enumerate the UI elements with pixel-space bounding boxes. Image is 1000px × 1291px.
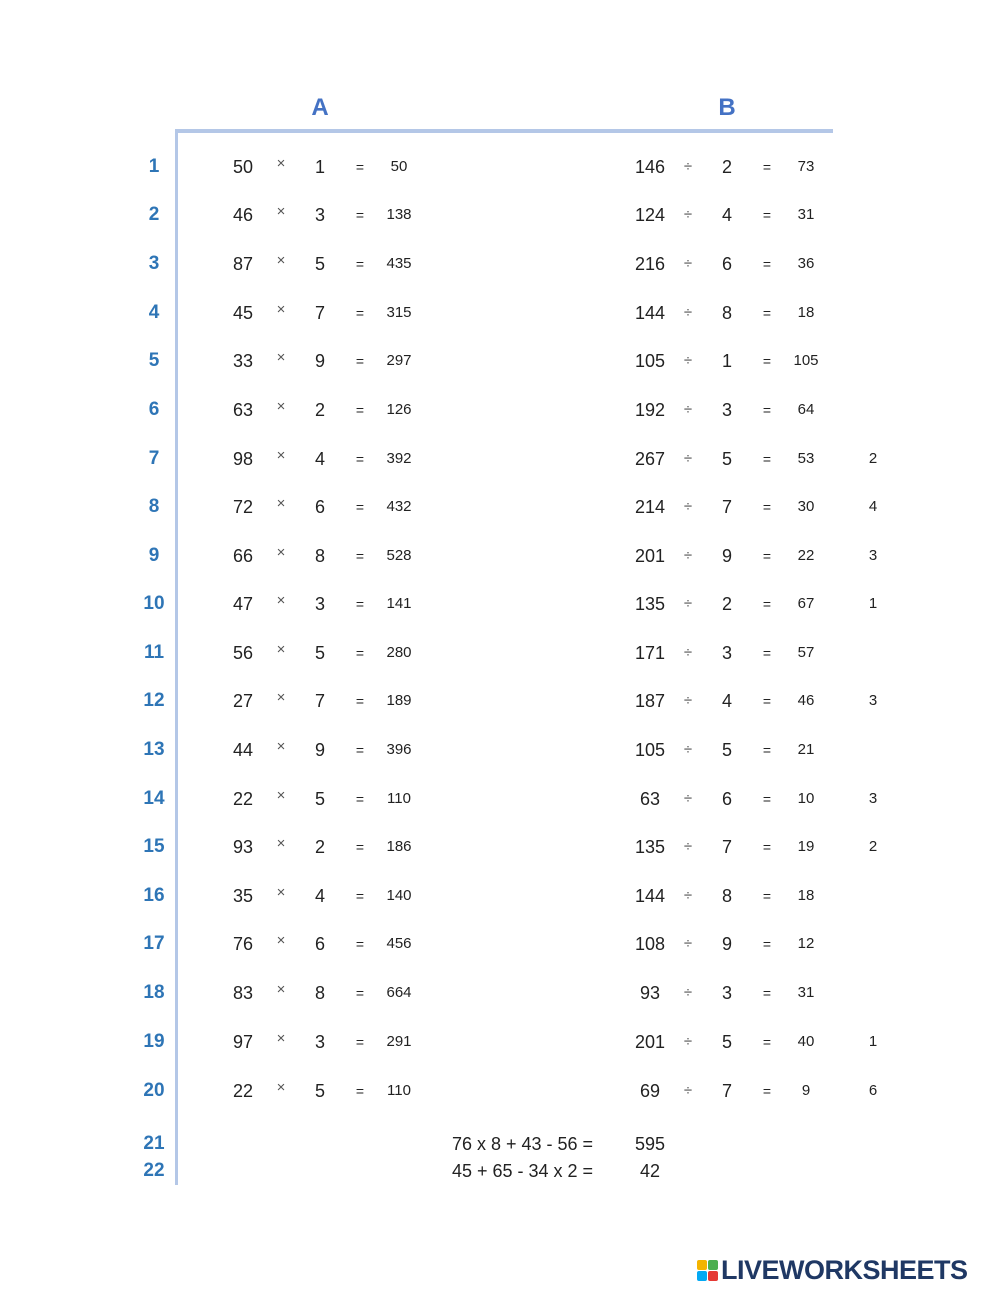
equals-sign: = <box>762 693 772 709</box>
dividend: 214 <box>634 497 666 517</box>
divide-sign: ÷ <box>683 741 693 758</box>
dividend: 216 <box>634 254 666 274</box>
multiplicand: 72 <box>232 497 254 517</box>
divide-sign: ÷ <box>683 790 693 807</box>
multiplier: 5 <box>314 1081 325 1101</box>
divisor: 1 <box>721 351 732 371</box>
equals-sign: = <box>355 402 365 418</box>
problem-row <box>0 784 1000 814</box>
quotient-answer: 22 <box>797 547 815 564</box>
problem-row <box>0 395 1000 425</box>
quotient-answer: 10 <box>797 790 815 807</box>
multiplicand: 33 <box>232 351 254 371</box>
divisor: 2 <box>721 594 732 614</box>
equals-sign: = <box>762 791 772 807</box>
remainder-answer: 2 <box>868 838 878 855</box>
expression-row <box>0 1156 1000 1186</box>
equals-sign: = <box>355 256 365 272</box>
equals-sign: = <box>355 839 365 855</box>
equals-sign: = <box>355 548 365 564</box>
equals-sign: = <box>355 451 365 467</box>
multiply-sign: × <box>276 252 286 269</box>
equals-sign: = <box>355 305 365 321</box>
problem-number: 22 <box>143 1160 165 1181</box>
equals-sign: = <box>762 159 772 175</box>
problem-number: 15 <box>143 836 165 857</box>
problem-number: 12 <box>143 690 165 711</box>
remainder-answer: 6 <box>868 1082 878 1099</box>
expression-text: 45 + 65 - 34 x 2 = <box>451 1161 594 1181</box>
multiply-sign: × <box>276 932 286 949</box>
product-answer: 141 <box>386 595 412 612</box>
liveworksheets-logo <box>697 1254 997 1286</box>
equals-sign: = <box>355 1083 365 1099</box>
divisor: 9 <box>721 934 732 954</box>
problem-row <box>0 978 1000 1008</box>
product-answer: 664 <box>386 984 412 1001</box>
problem-number: 18 <box>143 982 165 1003</box>
multiply-sign: × <box>276 738 286 755</box>
product-answer: 315 <box>386 304 412 321</box>
logo-text: LIVEWORKSHEETS <box>721 1254 968 1285</box>
multiply-sign: × <box>276 1079 286 1096</box>
multiply-sign: × <box>276 203 286 220</box>
problem-row <box>0 1076 1000 1106</box>
divide-sign: ÷ <box>683 644 693 661</box>
equals-sign: = <box>355 159 365 175</box>
problem-row <box>0 638 1000 668</box>
equals-sign: = <box>762 499 772 515</box>
divide-sign: ÷ <box>683 304 693 321</box>
quotient-answer: 36 <box>797 255 815 272</box>
divisor: 7 <box>721 837 732 857</box>
multiply-sign: × <box>276 884 286 901</box>
column-b-header: B <box>718 94 736 121</box>
equals-sign: = <box>762 645 772 661</box>
remainder-answer: 1 <box>868 1033 878 1050</box>
quotient-answer: 9 <box>801 1082 811 1099</box>
multiplicand: 27 <box>232 691 254 711</box>
remainder-answer: 4 <box>868 498 878 515</box>
dividend: 135 <box>634 594 666 614</box>
problem-number: 3 <box>148 253 160 274</box>
divide-sign: ÷ <box>683 498 693 515</box>
remainder-answer: 1 <box>868 595 878 612</box>
quotient-answer: 31 <box>797 984 815 1001</box>
problem-number: 1 <box>148 156 160 177</box>
multiplicand: 97 <box>232 1032 254 1052</box>
problem-number: 7 <box>148 448 160 469</box>
equals-sign: = <box>762 596 772 612</box>
product-answer: 186 <box>386 838 412 855</box>
problem-number: 16 <box>143 885 165 906</box>
product-answer: 110 <box>387 790 411 807</box>
product-answer: 528 <box>386 547 412 564</box>
equals-sign: = <box>762 1034 772 1050</box>
divide-sign: ÷ <box>683 547 693 564</box>
product-answer: 435 <box>386 255 412 272</box>
problem-row <box>0 249 1000 279</box>
multiply-sign: × <box>276 787 286 804</box>
dividend: 105 <box>634 351 666 371</box>
equals-sign: = <box>762 839 772 855</box>
quotient-answer: 19 <box>797 838 815 855</box>
multiplier: 4 <box>314 449 325 469</box>
dividend: 105 <box>634 740 666 760</box>
problem-number: 13 <box>143 739 165 760</box>
multiplier: 1 <box>314 157 325 177</box>
multiply-sign: × <box>276 641 286 658</box>
quotient-answer: 46 <box>797 692 815 709</box>
problem-number: 9 <box>148 545 160 566</box>
product-answer: 140 <box>386 887 412 904</box>
equals-sign: = <box>762 548 772 564</box>
product-answer: 50 <box>390 158 408 175</box>
product-answer: 297 <box>386 352 412 369</box>
multiplier: 3 <box>314 594 325 614</box>
multiply-sign: × <box>276 544 286 561</box>
dividend: 135 <box>634 837 666 857</box>
divide-sign: ÷ <box>683 158 693 175</box>
divisor: 6 <box>721 789 732 809</box>
equals-sign: = <box>762 1083 772 1099</box>
product-answer: 126 <box>386 401 412 418</box>
multiplicand: 46 <box>232 205 254 225</box>
equals-sign: = <box>762 888 772 904</box>
multiply-sign: × <box>276 155 286 172</box>
quotient-answer: 40 <box>797 1033 815 1050</box>
multiplicand: 45 <box>232 303 254 323</box>
divisor: 9 <box>721 546 732 566</box>
quotient-answer: 12 <box>797 935 815 952</box>
multiplicand: 56 <box>232 643 254 663</box>
problem-row <box>0 1027 1000 1057</box>
equals-sign: = <box>355 207 365 223</box>
equals-sign: = <box>762 207 772 223</box>
problem-row <box>0 200 1000 230</box>
multiply-sign: × <box>276 835 286 852</box>
problem-row <box>0 541 1000 571</box>
multiplicand: 22 <box>232 789 254 809</box>
problem-number: 8 <box>148 496 160 517</box>
problem-number: 5 <box>148 350 160 371</box>
problem-number: 4 <box>148 302 160 323</box>
multiplicand: 93 <box>232 837 254 857</box>
problem-row <box>0 444 1000 474</box>
problem-number: 20 <box>143 1080 165 1101</box>
multiplier: 9 <box>314 740 325 760</box>
problem-number: 14 <box>143 788 165 809</box>
equals-sign: = <box>355 1034 365 1050</box>
multiplier: 5 <box>314 643 325 663</box>
product-answer: 432 <box>386 498 412 515</box>
equals-sign: = <box>355 693 365 709</box>
divide-sign: ÷ <box>683 595 693 612</box>
divisor: 2 <box>721 157 732 177</box>
problem-row <box>0 346 1000 376</box>
problem-row <box>0 298 1000 328</box>
remainder-answer: 3 <box>868 692 878 709</box>
quotient-answer: 18 <box>797 304 815 321</box>
problem-row <box>0 686 1000 716</box>
quotient-answer: 64 <box>797 401 815 418</box>
equals-sign: = <box>355 596 365 612</box>
multiplier: 8 <box>314 983 325 1003</box>
quotient-answer: 67 <box>797 595 815 612</box>
divide-sign: ÷ <box>683 838 693 855</box>
dividend: 63 <box>639 789 661 809</box>
multiply-sign: × <box>276 495 286 512</box>
product-answer: 392 <box>386 450 412 467</box>
dividend: 144 <box>634 303 666 323</box>
multiplier: 5 <box>314 254 325 274</box>
multiplier: 6 <box>314 497 325 517</box>
dividend: 93 <box>639 983 661 1003</box>
quotient-answer: 31 <box>797 206 815 223</box>
multiply-sign: × <box>276 349 286 366</box>
divisor: 3 <box>721 400 732 420</box>
multiplicand: 63 <box>232 400 254 420</box>
multiplicand: 83 <box>232 983 254 1003</box>
product-answer: 456 <box>386 935 412 952</box>
remainder-answer: 2 <box>868 450 878 467</box>
divide-sign: ÷ <box>683 984 693 1001</box>
multiply-sign: × <box>276 1030 286 1047</box>
equals-sign: = <box>762 936 772 952</box>
divisor: 5 <box>721 449 732 469</box>
quotient-answer: 30 <box>797 498 815 515</box>
multiplicand: 35 <box>232 886 254 906</box>
multiply-sign: × <box>276 301 286 318</box>
equals-sign: = <box>355 353 365 369</box>
dividend: 267 <box>634 449 666 469</box>
multiplicand: 44 <box>232 740 254 760</box>
quotient-answer: 73 <box>797 158 815 175</box>
expression-answer: 42 <box>639 1161 661 1181</box>
multiplier: 7 <box>314 691 325 711</box>
multiplier: 9 <box>314 351 325 371</box>
equals-sign: = <box>355 742 365 758</box>
equals-sign: = <box>762 353 772 369</box>
problem-number: 10 <box>143 593 165 614</box>
divide-sign: ÷ <box>683 1082 693 1099</box>
problem-row <box>0 152 1000 182</box>
quotient-answer: 53 <box>797 450 815 467</box>
divide-sign: ÷ <box>683 450 693 467</box>
multiplicand: 50 <box>232 157 254 177</box>
divide-sign: ÷ <box>683 1033 693 1050</box>
divisor: 3 <box>721 983 732 1003</box>
multiplier: 2 <box>314 400 325 420</box>
problem-number: 11 <box>143 642 165 663</box>
equals-sign: = <box>762 985 772 1001</box>
multiply-sign: × <box>276 981 286 998</box>
multiplier: 7 <box>314 303 325 323</box>
product-answer: 110 <box>387 1082 411 1099</box>
quotient-answer: 18 <box>797 887 815 904</box>
multiply-sign: × <box>276 447 286 464</box>
expression-row <box>0 1129 1000 1159</box>
product-answer: 280 <box>386 644 412 661</box>
equals-sign: = <box>355 888 365 904</box>
logo-blocks-icon <box>697 1260 718 1281</box>
product-answer: 138 <box>386 206 412 223</box>
dividend: 146 <box>634 157 666 177</box>
multiplier: 6 <box>314 934 325 954</box>
equals-sign: = <box>762 305 772 321</box>
divide-sign: ÷ <box>683 206 693 223</box>
dividend: 187 <box>634 691 666 711</box>
multiplicand: 98 <box>232 449 254 469</box>
problem-number: 19 <box>143 1031 165 1052</box>
problem-row <box>0 735 1000 765</box>
multiply-sign: × <box>276 592 286 609</box>
divide-sign: ÷ <box>683 401 693 418</box>
multiplicand: 66 <box>232 546 254 566</box>
multiply-sign: × <box>276 398 286 415</box>
equals-sign: = <box>762 402 772 418</box>
multiplicand: 22 <box>232 1081 254 1101</box>
quotient-answer: 57 <box>797 644 815 661</box>
column-a-header: A <box>311 94 329 121</box>
equals-sign: = <box>355 985 365 1001</box>
divisor: 7 <box>721 497 732 517</box>
divide-sign: ÷ <box>683 352 693 369</box>
product-answer: 189 <box>386 692 412 709</box>
problem-row <box>0 589 1000 619</box>
equals-sign: = <box>762 451 772 467</box>
divisor: 8 <box>721 886 732 906</box>
problem-row <box>0 881 1000 911</box>
quotient-answer: 105 <box>793 352 819 369</box>
divide-sign: ÷ <box>683 935 693 952</box>
multiply-sign: × <box>276 689 286 706</box>
equals-sign: = <box>762 742 772 758</box>
multiplier: 8 <box>314 546 325 566</box>
product-answer: 396 <box>386 741 412 758</box>
dividend: 201 <box>634 546 666 566</box>
problem-row <box>0 929 1000 959</box>
divide-sign: ÷ <box>683 887 693 904</box>
problem-row <box>0 492 1000 522</box>
dividend: 124 <box>634 205 666 225</box>
dividend: 69 <box>639 1081 661 1101</box>
divide-sign: ÷ <box>683 692 693 709</box>
equals-sign: = <box>762 256 772 272</box>
product-answer: 291 <box>386 1033 412 1050</box>
equals-sign: = <box>355 645 365 661</box>
divisor: 5 <box>721 740 732 760</box>
divisor: 8 <box>721 303 732 323</box>
divisor: 3 <box>721 643 732 663</box>
problem-number: 21 <box>143 1133 165 1154</box>
problem-number: 6 <box>148 399 160 420</box>
header-rule <box>175 129 833 133</box>
dividend: 144 <box>634 886 666 906</box>
equals-sign: = <box>355 936 365 952</box>
divisor: 5 <box>721 1032 732 1052</box>
quotient-answer: 21 <box>797 741 815 758</box>
divisor: 4 <box>721 691 732 711</box>
divide-sign: ÷ <box>683 255 693 272</box>
multiplier: 3 <box>314 1032 325 1052</box>
problem-number: 2 <box>148 204 160 225</box>
multiplicand: 47 <box>232 594 254 614</box>
dividend: 171 <box>634 643 666 663</box>
remainder-answer: 3 <box>868 547 878 564</box>
divisor: 7 <box>721 1081 732 1101</box>
dividend: 192 <box>634 400 666 420</box>
dividend: 201 <box>634 1032 666 1052</box>
multiplier: 2 <box>314 837 325 857</box>
equals-sign: = <box>355 791 365 807</box>
remainder-answer: 3 <box>868 790 878 807</box>
multiplier: 3 <box>314 205 325 225</box>
divisor: 4 <box>721 205 732 225</box>
multiplier: 4 <box>314 886 325 906</box>
problem-number: 17 <box>143 933 165 954</box>
multiplier: 5 <box>314 789 325 809</box>
dividend: 108 <box>634 934 666 954</box>
expression-text: 76 x 8 + 43 - 56 = <box>451 1134 594 1154</box>
equals-sign: = <box>355 499 365 515</box>
multiplicand: 76 <box>232 934 254 954</box>
problem-row <box>0 832 1000 862</box>
multiplicand: 87 <box>232 254 254 274</box>
divisor: 6 <box>721 254 732 274</box>
expression-answer: 595 <box>634 1134 666 1154</box>
